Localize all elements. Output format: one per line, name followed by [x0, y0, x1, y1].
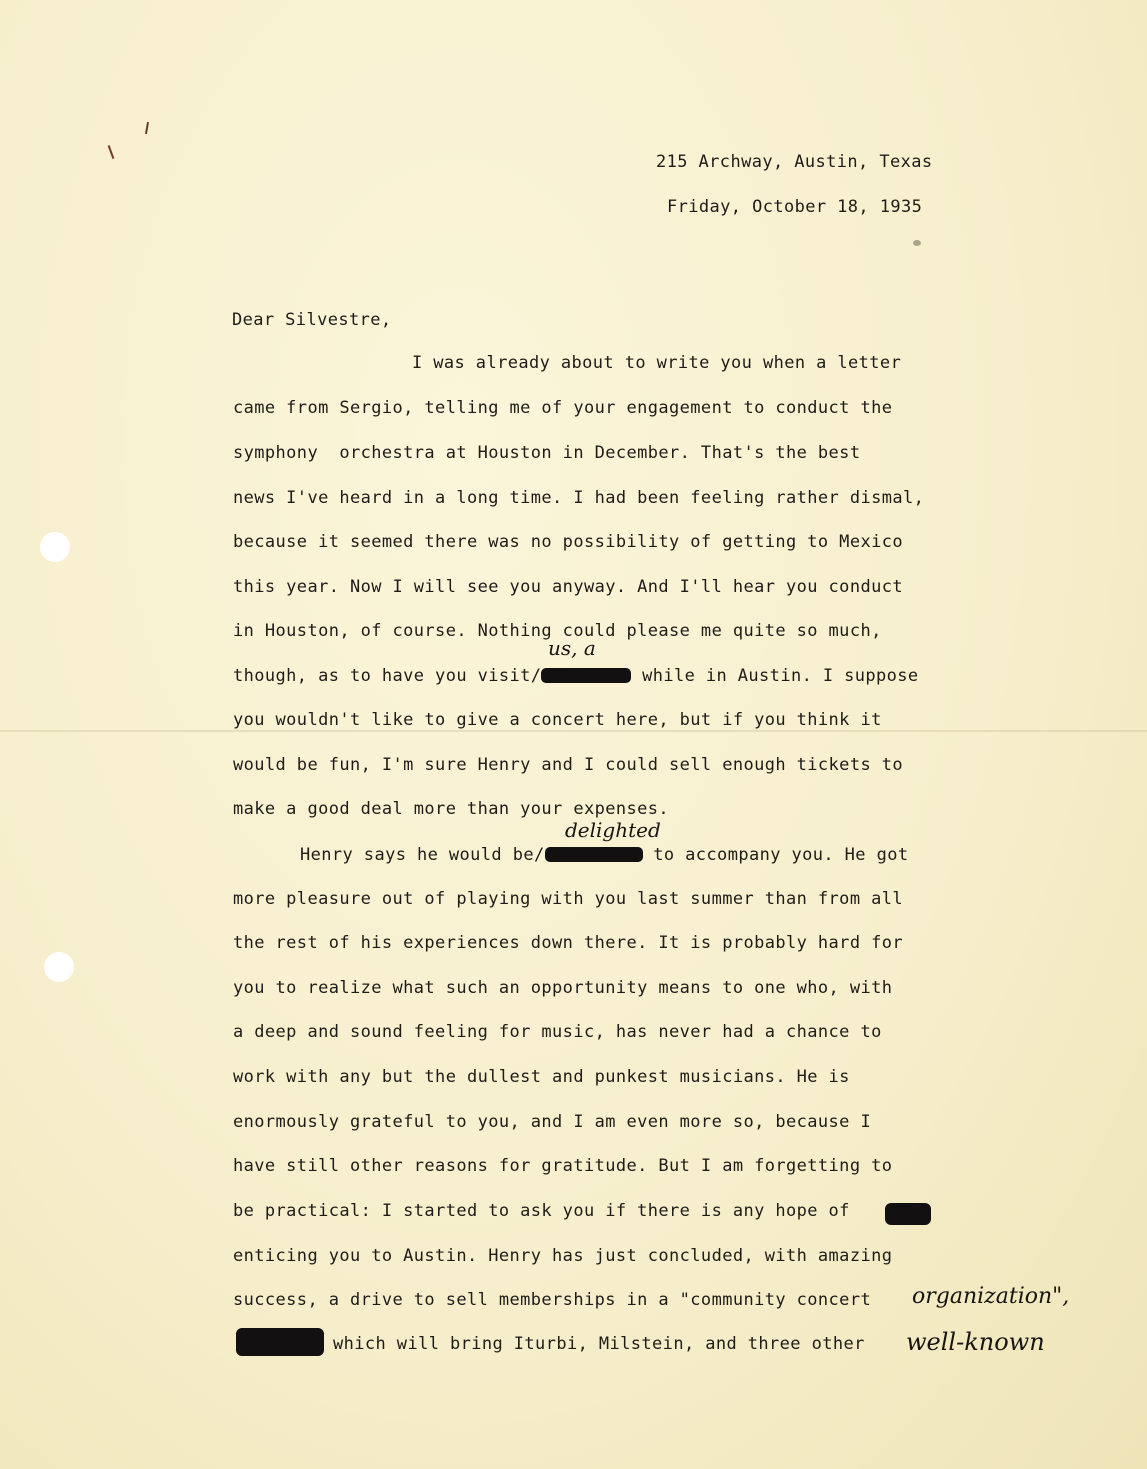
body-line: would be fun, I'm sure Henry and I could sell enough tickets to — [233, 755, 903, 775]
ink-mark — [108, 145, 115, 159]
body-line: news I've heard in a long time. I had been feeling rather dismal, — [233, 488, 925, 508]
body-line: make a good deal more than your expenses. — [233, 799, 670, 819]
crossed-out-text — [545, 847, 643, 862]
body-line-fragment: Henry says he would be — [300, 845, 534, 865]
body-line: enticing you to Austin. Henry has just concluded, with amazing — [233, 1246, 893, 1266]
body-line: symphony orchestra at Houston in December. That's the best — [233, 443, 861, 463]
crossed-out-text — [236, 1328, 324, 1356]
body-line: success, a drive to sell memberships in a "community concert — [233, 1290, 872, 1310]
paper-fold — [0, 730, 1147, 732]
body-line: you wouldn't like to give a concert here, but if you think it — [233, 710, 882, 730]
insertion-caret: / — [533, 845, 545, 865]
body-line-fragment: to accompany you. He got — [653, 845, 909, 865]
crossed-out-text — [541, 668, 631, 683]
body-line: I was already about to write you when a letter — [412, 353, 902, 373]
body-line: you to realize what such an opportunity means to one who, with — [233, 978, 893, 998]
body-line: more pleasure out of playing with you last summer than from all — [233, 889, 903, 909]
letter-date: Friday, October 18, 1935 — [667, 197, 923, 217]
punch-hole-lower — [44, 952, 74, 982]
ink-mark — [145, 122, 149, 134]
sender-address: 215 Archway, Austin, Texas — [656, 152, 933, 172]
body-line: the rest of his experiences down there. It is probably hard for — [233, 933, 903, 953]
handwritten-insertion: organization", — [912, 1284, 1070, 1309]
handwritten-insertion: us, a — [548, 636, 596, 660]
body-line: which will bring Iturbi, Milstein, and three other — [333, 1334, 865, 1354]
body-line: have still other reasons for gratitude. But I am forgetting to — [233, 1156, 893, 1176]
punch-hole-upper — [40, 532, 70, 562]
insertion-caret: / — [530, 666, 542, 686]
crossed-out-text — [885, 1203, 931, 1225]
body-line: came from Sergio, telling me of your engagement to conduct the — [233, 398, 893, 418]
body-line: because it seemed there was no possibility of getting to Mexico — [233, 532, 903, 552]
body-line-fragment: though, as to have you visit — [233, 666, 531, 686]
body-line: work with any but the dullest and punkest musicians. He is — [233, 1067, 850, 1087]
body-line: this year. Now I will see you anyway. And I'll hear you conduct — [233, 577, 903, 597]
handwritten-insertion: delighted — [565, 818, 661, 842]
ink-smudge — [913, 240, 921, 246]
salutation: Dear Silvestre, — [232, 310, 392, 330]
body-line-fragment: while in Austin. I suppose — [642, 666, 919, 686]
body-line: a deep and sound feeling for music, has never had a chance to — [233, 1022, 882, 1042]
handwritten-insertion: well-known — [906, 1328, 1045, 1356]
body-line: enormously grateful to you, and I am even more so, because I — [233, 1112, 872, 1132]
body-line: be practical: I started to ask you if there is any hope of — [233, 1201, 850, 1221]
body-line-with-correction — [300, 845, 909, 865]
body-line-with-correction — [233, 666, 919, 686]
body-line: in Houston, of course. Nothing could please me quite so much, — [233, 621, 882, 641]
